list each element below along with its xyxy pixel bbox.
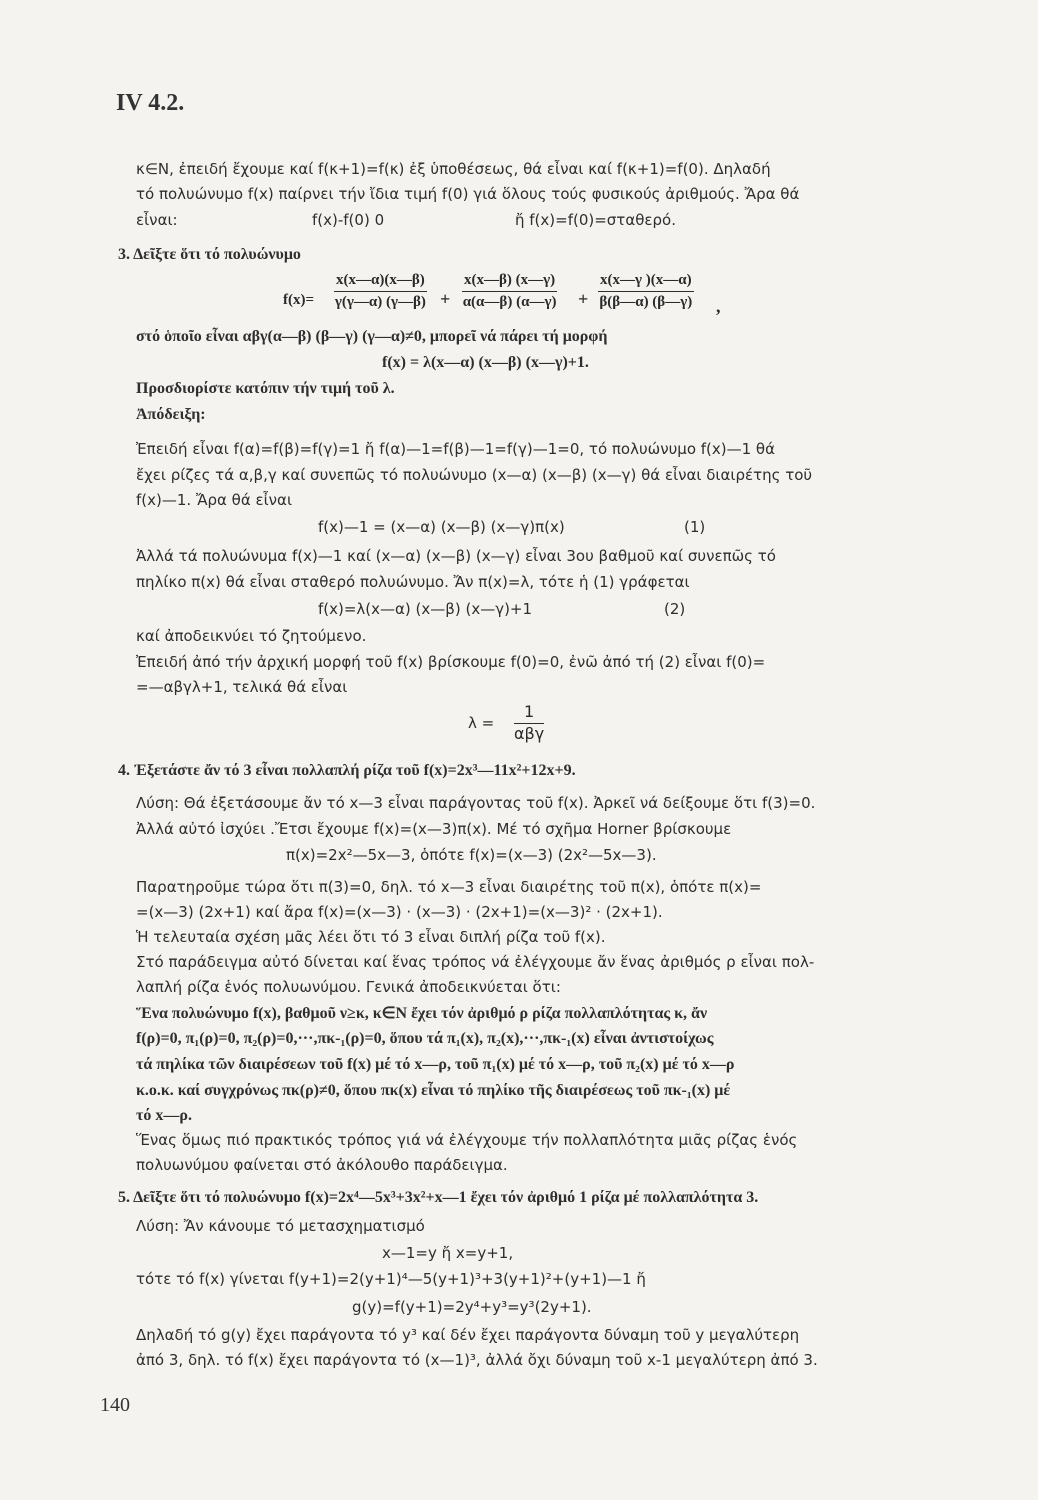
text-line: Λύση: Θά ἐξετάσουμε ἄν τό x—3 εἶναι παράγοντας τοῦ f(x). Ἀρκεῖ νά δείξουμε ὅτι f(3)=0. bbox=[136, 794, 816, 812]
text-line: ἔχει ρίζες τά α,β,γ καί συνεπῶς τό πολυώνυμο (x—α) (x—β) (x—γ) θά εἶναι διαιρέτης τοῦ bbox=[136, 466, 813, 484]
formula-line: g(y)=f(y+1)=2y⁴+y³=y³(2y+1). bbox=[352, 1298, 592, 1316]
text-line: f(x)—1. Ἄρα θά εἶναι bbox=[136, 491, 293, 509]
section-header: IV 4.2. bbox=[116, 90, 185, 116]
theorem-line: f(ρ)=0, π₁(ρ)=0, π₂(ρ)=0,···,πκ-₁(ρ)=0, ὅπου τά π₁(x), π₂(x),···,πκ-₁(x) εἶναι ἀντιστοίχως bbox=[136, 1030, 714, 1047]
plus-sign: + bbox=[440, 289, 451, 309]
page-number: 140 bbox=[100, 1394, 130, 1416]
problem-5-title: 5. Δεῖξτε ὅτι τό πολυώνυμο f(x)=2x⁴—5x³+3x²+x—1 ἔχει τόν ἀριθμό 1 ρίζα μέ πολλαπλότητα 3. bbox=[118, 1189, 759, 1206]
text-line: Στό παράδειγμα αὐτό δίνεται καί ἕνας τρόπος νά ἐλέγχουμε ἄν ἕνας ἀριθμός ρ εἶναι πολ- bbox=[136, 953, 815, 971]
text-line: f(x)-f(0) 0 bbox=[312, 211, 385, 229]
text-line: Ἀλλά αὐτό ἰσχύει .Ἔτσι ἔχουμε f(x)=(x—3)π(x). Μέ τό σχῆμα Horner βρίσκουμε bbox=[136, 820, 732, 838]
text-line: εἶναι: bbox=[136, 211, 178, 229]
fraction-1-numerator: x(x—α)(x—β) bbox=[334, 272, 427, 292]
text-line: καί ἀποδεικνύει τό ζητούμενο. bbox=[136, 627, 367, 645]
lambda-fraction bbox=[514, 702, 544, 743]
fraction-3-numerator: x(x—γ )(x—α) bbox=[598, 272, 694, 292]
fraction-1 bbox=[334, 272, 427, 311]
formula-line: f(x) = λ(x—α) (x—β) (x—γ)+1. bbox=[382, 354, 589, 371]
text-line: =(x—3) (2x+1) καί ἄρα f(x)=(x—3) · (x—3) · (2x+1)=(x—3)² · (2x+1). bbox=[136, 903, 663, 921]
formula-line: f(x)=λ(x—α) (x—β) (x—γ)+1 bbox=[318, 600, 533, 618]
plus-sign: + bbox=[578, 289, 589, 309]
formula-line: x—1=y ἤ x=y+1, bbox=[382, 1244, 514, 1262]
problem-3-title: 3. Δεῖξτε ὅτι τό πολυώνυμο bbox=[118, 246, 301, 263]
text-line: στό ὁποῖο εἶναι αβγ(α—β) (β—γ) (γ—α)≠0, μπορεῖ νά πάρει τή μορφή bbox=[136, 328, 608, 345]
formula-line: f(x)—1 = (x—α) (x—β) (x—γ)π(x) bbox=[318, 518, 565, 536]
lambda-denominator: αβγ bbox=[514, 724, 545, 743]
fraction-1-denominator: γ(γ—α) (γ—β) bbox=[334, 294, 426, 310]
text-line: κ∈N, ἐπειδή ἔχουμε καί f(κ+1)=f(κ) ἐξ ὑποθέσεως, θά εἶναι καί f(κ+1)=f(0). Δηλαδή bbox=[136, 160, 771, 178]
text-line: Ἡ τελευταία σχέση μᾶς λέει ὅτι τό 3 εἶναι διπλή ρίζα τοῦ f(x). bbox=[136, 928, 606, 946]
lambda-numerator: 1 bbox=[514, 702, 544, 724]
theorem-line: Ἕνα πολυώνυμο f(x), βαθμοῦ ν≥κ, κ∈N ἔχει τόν ἀριθμό ρ ρίζα πολλαπλότητας κ, ἄν bbox=[136, 1005, 708, 1022]
text-line: τό πολυώνυμο f(x) παίρνει τήν ἴδια τιμή f(0) γιά ὅλους τούς φυσικούς ἀριθμούς. Ἄρα θά bbox=[136, 185, 800, 203]
theorem-line: τά πηλίκα τῶν διαιρέσεων τοῦ f(x) μέ τό x—ρ, τοῦ π₁(x) μέ τό x—ρ, τοῦ π₂(x) μέ τό x—ρ bbox=[136, 1056, 735, 1073]
text-line: Ἐπειδή εἶναι f(α)=f(β)=f(γ)=1 ἤ f(α)—1=f(β)—1=f(γ)—1=0, τό πολυώνυμο f(x)—1 θά bbox=[136, 440, 776, 458]
fx-label: f(x)= bbox=[283, 292, 315, 308]
text-line: πολυωνύμου φαίνεται στό ἀκόλουθο παράδειγμα. bbox=[136, 1156, 508, 1174]
theorem-line: κ.ο.κ. καί συγχρόνως πκ(ρ)≠0, ὅπου πκ(x) εἶναι τό πηλίκο τῆς διαιρέσεως τοῦ πκ-₁(x) μέ bbox=[136, 1082, 731, 1099]
equation-number: (1) bbox=[684, 518, 706, 536]
text-line: Ἕνας ὅμως πιό πρακτικός τρόπος γιά νά ἐλέγχουμε τήν πολλαπλότητα μιᾶς ρίζας ἑνός bbox=[136, 1131, 798, 1149]
proof-heading: Ἀπόδειξη: bbox=[136, 406, 206, 423]
text-line: Παρατηροῦμε τώρα ὅτι π(3)=0, δηλ. τό x—3 εἶναι διαιρέτης τοῦ π(x), ὁπότε π(x)= bbox=[136, 878, 762, 896]
text-line: =—αβγλ+1, τελικά θά εἶναι bbox=[136, 678, 348, 696]
problem-4-title: 4. Ἐξετάστε ἄν τό 3 εἶναι πολλαπλή ρίζα τοῦ f(x)=2x³—11x²+12x+9. bbox=[118, 762, 576, 779]
fraction-2-denominator: α(α—β) (α—γ) bbox=[462, 294, 557, 310]
text-line: Προσδιορίστε κατόπιν τήν τιμή τοῦ λ. bbox=[136, 380, 395, 397]
lambda-lhs: λ = bbox=[468, 714, 495, 732]
formula-line: π(x)=2x²—5x—3, ὁπότε f(x)=(x—3) (2x²—5x—3). bbox=[286, 846, 657, 864]
fraction-2-numerator: x(x—β) (x—γ) bbox=[462, 272, 557, 292]
text-line: Δηλαδή τό g(y) ἔχει παράγοντα τό y³ καί δέν ἔχει παράγοντα δύναμη τοῦ y μεγαλύτερη bbox=[136, 1326, 800, 1344]
text-line: ἀπό 3, δηλ. τό f(x) ἔχει παράγοντα τό (x—1)³, ἀλλά ὄχι δύναμη τοῦ x-1 μεγαλύτερη ἀπό 3. bbox=[136, 1351, 818, 1369]
text-line: ἤ f(x)=f(0)=σταθερό. bbox=[515, 211, 676, 229]
text-line: πηλίκο π(x) θά εἶναι σταθερό πολυώνυμο. Ἄν π(x)=λ, τότε ἡ (1) γράφεται bbox=[136, 573, 690, 591]
theorem-line: τό x—ρ. bbox=[136, 1107, 192, 1124]
text-line: τότε τό f(x) γίνεται f(y+1)=2(y+1)⁴—5(y+1)³+3(y+1)²+(y+1)—1 ἤ bbox=[136, 1270, 646, 1288]
text-line: Λύση: Ἄν κάνουμε τό μετασχηματισμό bbox=[136, 1217, 425, 1235]
fraction-2 bbox=[462, 272, 557, 311]
fraction-3 bbox=[598, 272, 694, 311]
comma: , bbox=[716, 296, 721, 316]
text-line: Ἐπειδή ἀπό τήν ἀρχική μορφή τοῦ f(x) βρίσκουμε f(0)=0, ἐνῶ ἀπό τή (2) εἶναι f(0)= bbox=[136, 653, 766, 671]
text-line: Ἀλλά τά πολυώνυμα f(x)—1 καί (x—α) (x—β) (x—γ) εἶναι 3ου βαθμοῦ καί συνεπῶς τό bbox=[136, 547, 776, 565]
text-line: λαπλή ρίζα ἑνός πολυωνύμου. Γενικά ἀποδεικνύεται ὅτι: bbox=[136, 978, 561, 996]
equation-number: (2) bbox=[664, 600, 686, 618]
fraction-3-denominator: β(β—α) (β—γ) bbox=[599, 294, 693, 310]
